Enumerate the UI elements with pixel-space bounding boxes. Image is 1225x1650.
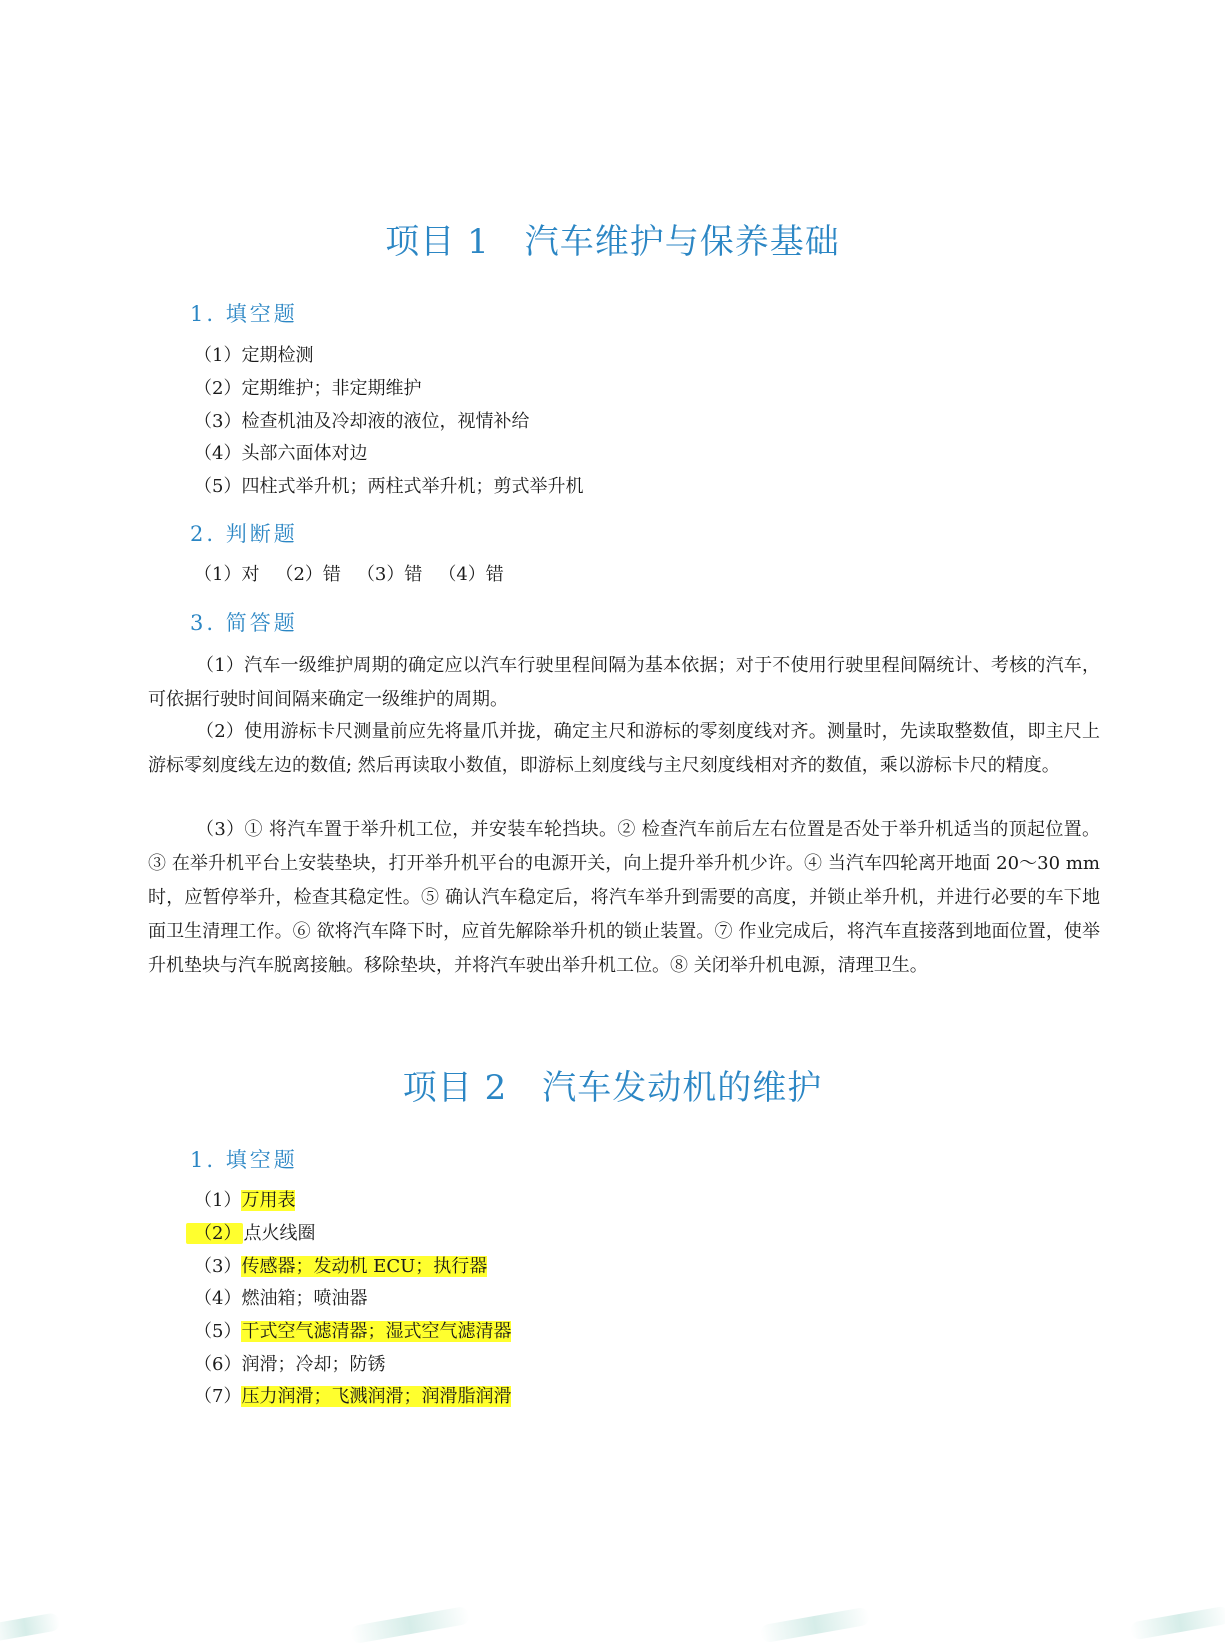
judge-answer: （2）错 [275,564,341,585]
item-answer: 润滑；冷却；防锈 [241,1354,386,1375]
item-answer: 定期检测 [241,345,314,366]
list-item [194,1354,385,1376]
highlighted-answer: 传感器；发动机 ECU；执行器 [241,1256,488,1277]
item-answer: 四柱式举升机；两柱式举升机；剪式举升机 [241,476,584,497]
highlighted-answer: 干式空气滤清器；湿式空气滤清器 [241,1321,512,1342]
item-answer: 定期维护；非定期维护 [241,378,422,399]
item-number: （1） [194,345,242,366]
item-answer: 头部六面体对边 [241,443,368,464]
judge-answer: （3）错 [356,564,423,585]
p1-judge-answers [194,564,504,586]
list-item [194,411,529,433]
project2-title: 项目 2 汽车发动机的维护 [402,1068,823,1108]
watermark-mark [759,1607,870,1644]
item-number: （4） [194,1288,242,1309]
highlighted-answer: 万用表 [241,1190,296,1211]
list-item [194,476,583,498]
list-item [194,443,367,465]
list-item [194,1256,487,1278]
item-number: （4） [194,443,242,464]
highlighted-answer: 压力润滑；飞溅润滑；润滑脂润滑 [241,1386,512,1407]
project1-title: 项目 1 汽车维护与保养基础 [385,222,840,262]
item-number: （6） [194,1354,242,1375]
item-number: （3） [194,411,242,432]
short-answer-paragraph: （1）汽车一级维护周期的确定应以汽车行驶里程间隔为基本依据；对于不使用行驶里程间隔统计、考核的汽车，可依据行驶时间间隔来确定一级维护的周期。 [148,655,1100,710]
item-number: （1） [194,1190,242,1211]
footer-watermark [0,1604,1225,1650]
p1-judge-heading: 2. 判断题 [190,522,298,546]
list-item [194,1223,315,1245]
watermark-mark [349,1606,470,1645]
p1-fill-blank-heading: 1. 填空题 [190,302,298,326]
item-number: （5） [194,476,242,497]
item-answer: 燃油箱；喷油器 [241,1288,368,1309]
judge-answer: （1）对 [194,564,260,585]
short-answer-paragraph: （3）① 将汽车置于举升机工位，并安装车轮挡块。② 检查汽车前后左右位置是否处于举升机适当的顶起位置。③ 在举升机平台上安装垫块，打开举升机平台的电源开关，向上提升举升机少许。④ 当汽车四轮离开地面 20～30 mm 时，应暂停举升，检查其稳定性。⑤ 确认汽车稳定后，将汽车举升到需要的高度，并锁止举升机，并进行必要的车下地面卫生清理工作。⑥ 欲将汽车降下时，应首先解除举升机的锁止装置。⑦ 作业完成后，将汽车直接落到地面位置，使举升机垫块与汽车脱离接触。移除垫块，并将汽车驶出举升机工位。⑧ 关闭举升机电源，清理卫生。 [148,819,1100,976]
item-number: （7） [194,1386,242,1407]
highlighted-item-number: （2） [186,1223,243,1244]
list-item [194,345,313,367]
item-number: （3） [194,1256,242,1277]
list-item [194,1386,511,1408]
p2-fill-blank-heading: 1. 填空题 [190,1148,298,1172]
list-item [194,1321,511,1343]
item-number: （2） [194,378,242,399]
list-item [194,378,421,400]
item-number: （5） [194,1321,242,1342]
watermark-mark [0,1612,61,1642]
item-answer: 检查机油及冷却液的液位，视情补给 [241,411,530,432]
p1-short-answer-heading: 3. 简答题 [190,611,298,635]
judge-answer: （4）错 [438,564,504,585]
list-item [194,1190,295,1212]
item-answer: 点火线圈 [243,1223,316,1244]
short-answer-paragraph: （2）使用游标卡尺测量前应先将量爪并拢，确定主尺和游标的零刻度线对齐。测量时，先读取整数值，即主尺上游标零刻度线左边的数值; 然后再读取小数值，即游标上刻度线与主尺刻度线相对齐的数值，乘以游标卡尺的精度。 [148,721,1100,776]
list-item [194,1288,367,1310]
watermark-mark [1129,1605,1225,1640]
